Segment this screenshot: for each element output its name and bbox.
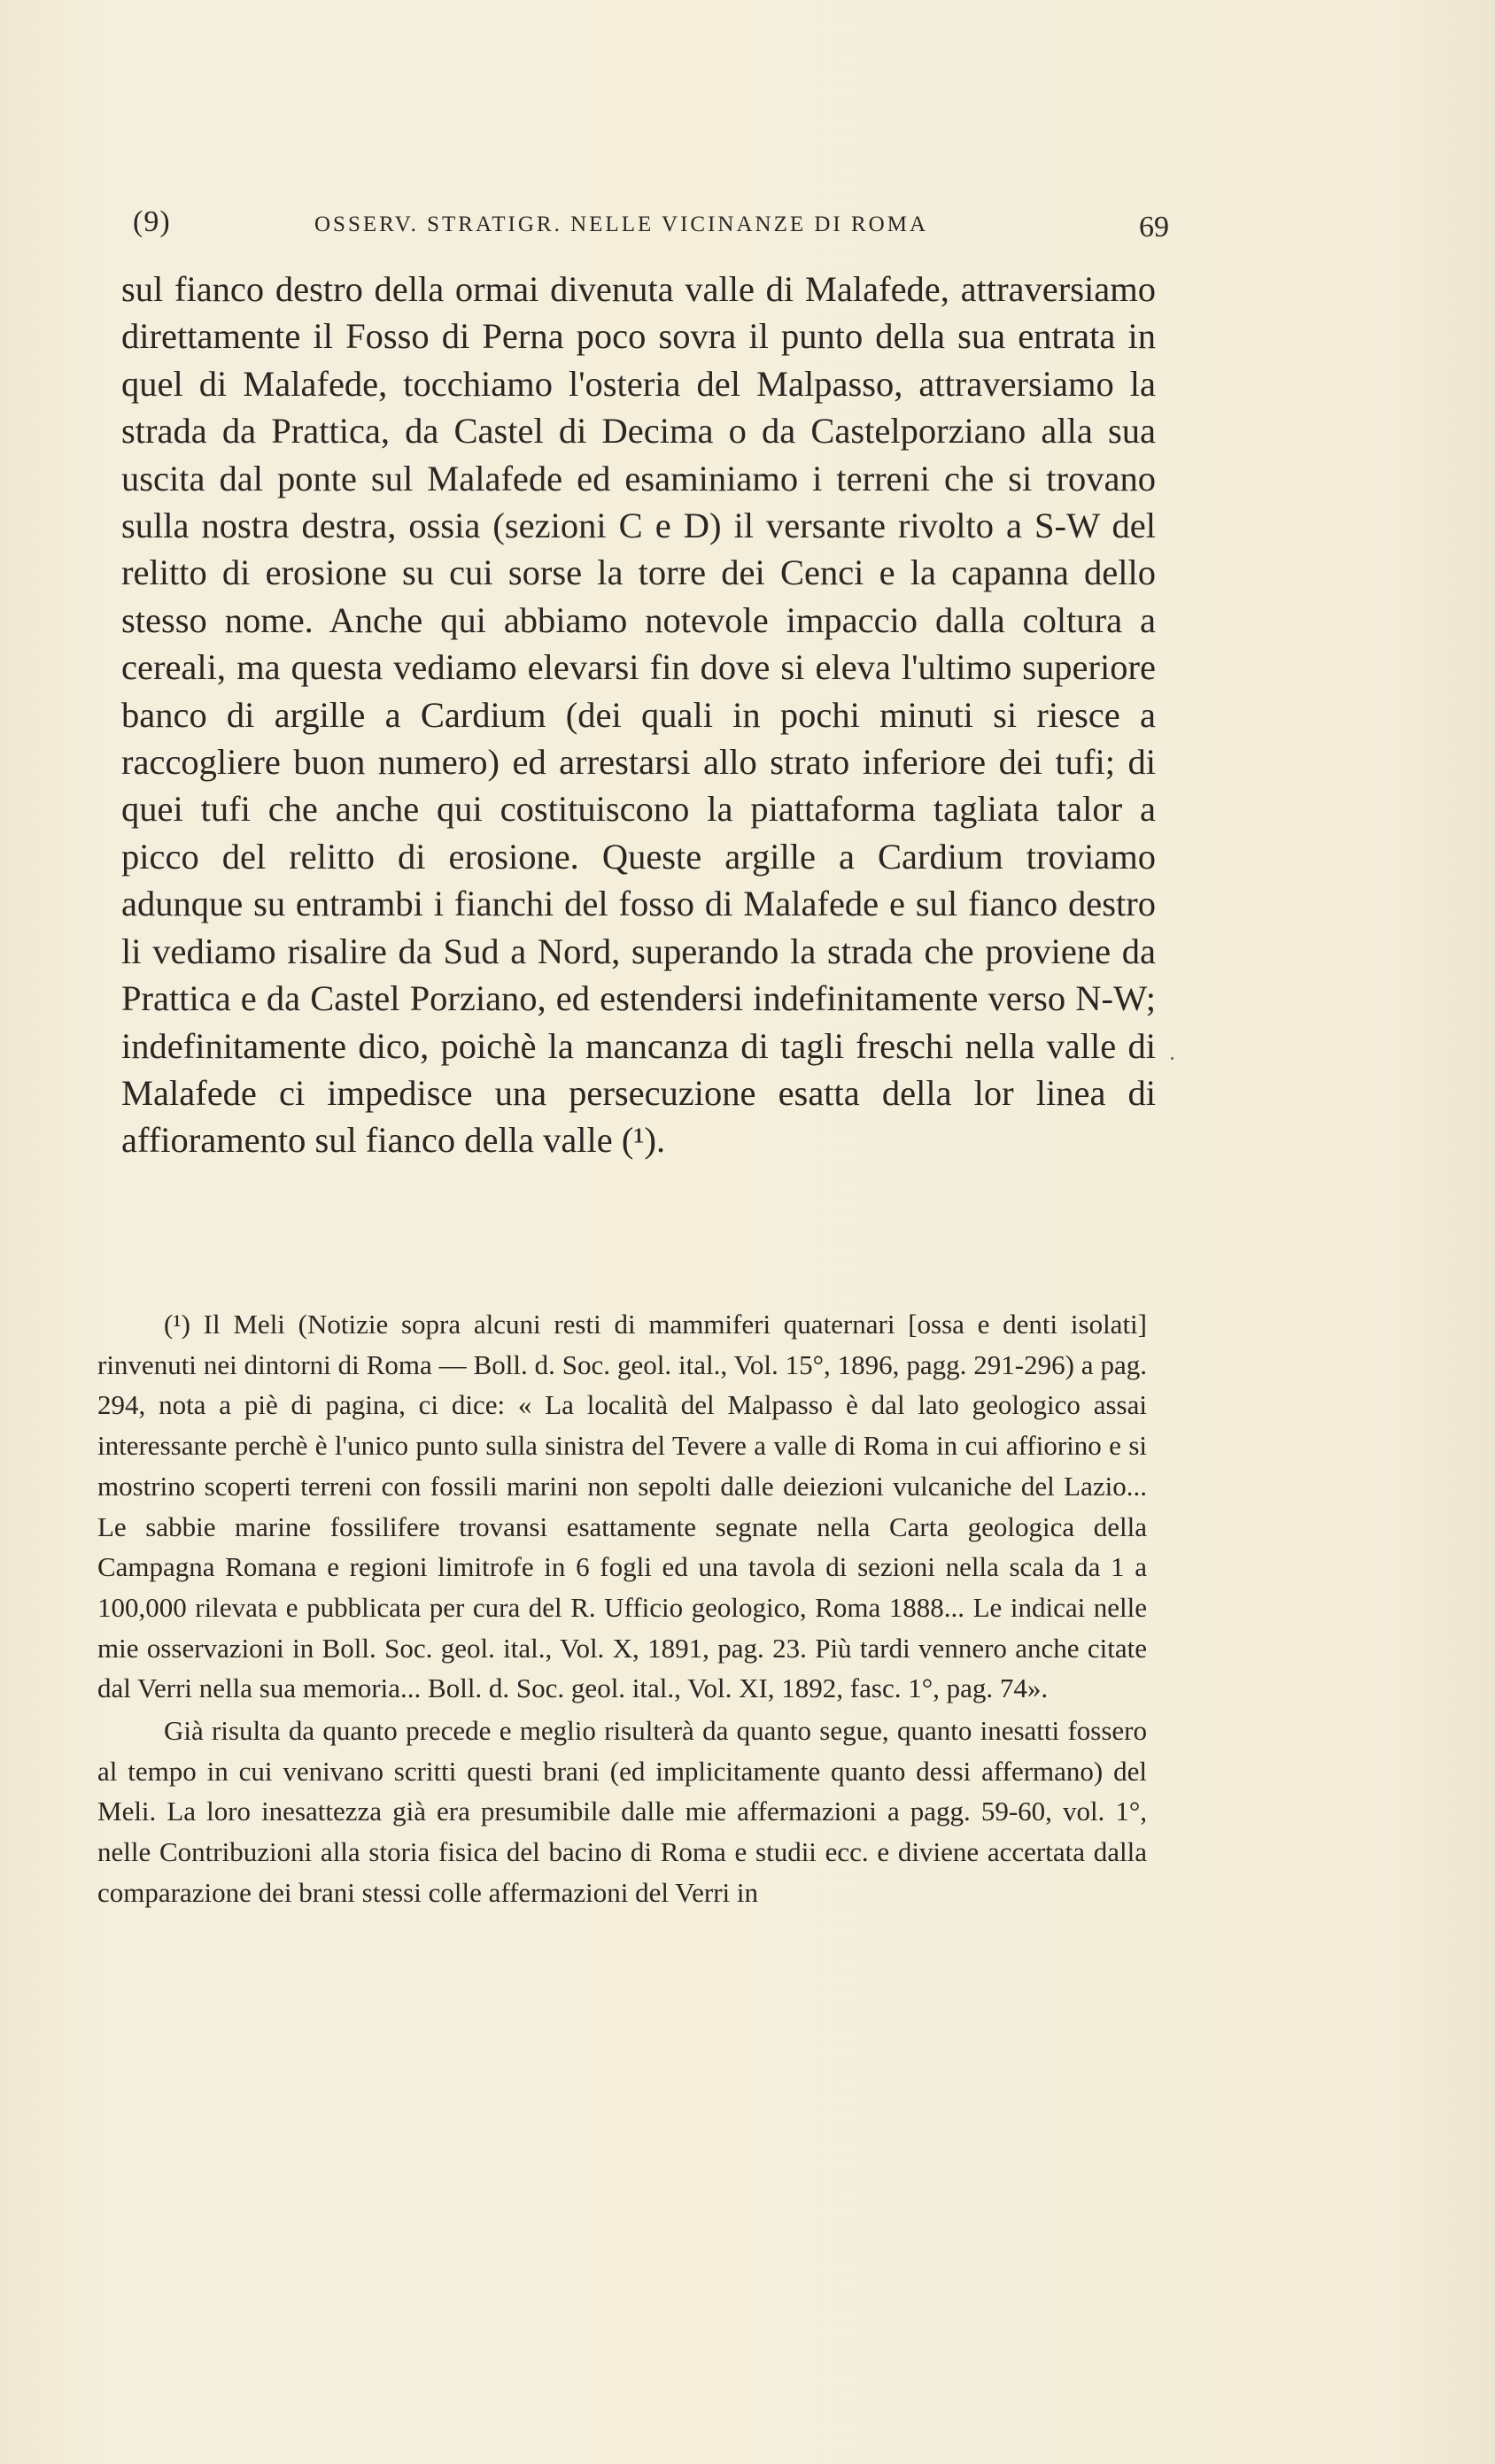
footnotes	[97, 1304, 1147, 1913]
page-number: 69	[1139, 211, 1169, 243]
body-paragraph: sul fianco destro della ormai divenuta valle di Malafede, attraversiamo direttamente il Fosso di Perna poco sovra il punto della sua entrata in quel di Malafede, tocchiamo l'osteria del Malpasso, attraversiamo la strada da Prattica, da Castel di Decima o da Castelporziano alla sua uscita dal ponte sul Malafede ed esaminiamo i terreni che si trovano sulla nostra destra, ossia (sezioni C e D) il versante rivolto a S-W del relitto di erosione su cui sorse la torre dei Cenci e la capanna dello stesso nome. Anche qui abbiamo notevole impaccio dalla coltura a cereali, ma questa vediamo elevarsi fin dove si eleva l'ultimo superiore banco di argille a Cardium (dei quali in pochi minuti si riesce a raccogliere buon numero) ed arrestarsi allo strato inferiore dei tufi; di quei tufi che anche qui costituiscono la piattaforma tagliata talor a picco del relitto di erosione. Queste argille a Cardium troviamo adunque su entrambi i fianchi del fosso di Malafede e sul fianco destro li vediamo risalire da Sud a Nord, superando la strada che proviene da Prattica e da Castel Porziano, ed estendersi indefinitamente verso N-W; indefinitamente dico, poichè la mancanza di tagli freschi nella valle di Malafede ci impedisce una persecuzione esatta della lor linea di affioramento sul fianco della valle (¹).	[121, 269, 1156, 1161]
running-header	[133, 205, 1169, 248]
footnote-continuation: Già risulta da quanto precede e meglio risulterà da quanto segue, quanto inesatti fossero al tempo in cui venivano scritti questi brani (ed implicitamente quanto dessi affermano) del Meli. La loro inesattezza già era presumibile dalle mie affermazioni a pagg. 59-60, vol. 1°, nelle Contribuzioni alla storia fisica del bacino di Roma e studii ecc. e diviene accertata dalla comparazione dei brani stessi colle affermazioni del Verri in	[97, 1715, 1147, 1908]
section-number: (9)	[133, 205, 171, 238]
main-text	[121, 266, 1156, 1164]
print-speck	[1171, 1057, 1174, 1060]
footnote-1: (¹) Il Meli (Notizie sopra alcuni resti di mammiferi quaternari [ossa e denti isolati] rinvenuti nei dintorni di Roma — Boll. d. Soc. geol. ital., Vol. 15°, 1896, pagg. 291-296) a pag. 294, nota a piè di pagina, ci dice: « La località del Malpasso è dal lato geologico assai interessante perchè è l'unico punto sulla sinistra del Tevere a valle di Roma in cui affiorino e si mostrino scoperti terreni con fossili marini non sepolti dalle deiezioni vulcaniche del Lazio... Le sabbie marine fossilifere trovansi esattamente segnate nella Carta geologica della Campagna Romana e regioni limitrofe in 6 fogli ed una tavola di sezioni nella scala da 1 a 100,000 rilevata e pubblicata per cura del R. Ufficio geologico, Roma 1888... Le indicai nelle mie osservazioni in Boll. Soc. geol. ital., Vol. X, 1891, pag. 23. Più tardi vennero anche citate dal Verri nella sua memoria... Boll. d. Soc. geol. ital., Vol. XI, 1892, fasc. 1°, pag. 74».	[97, 1309, 1147, 1704]
running-title: OSSERV. STRATIGR. NELLE VICINANZE DI ROMA	[314, 212, 929, 236]
